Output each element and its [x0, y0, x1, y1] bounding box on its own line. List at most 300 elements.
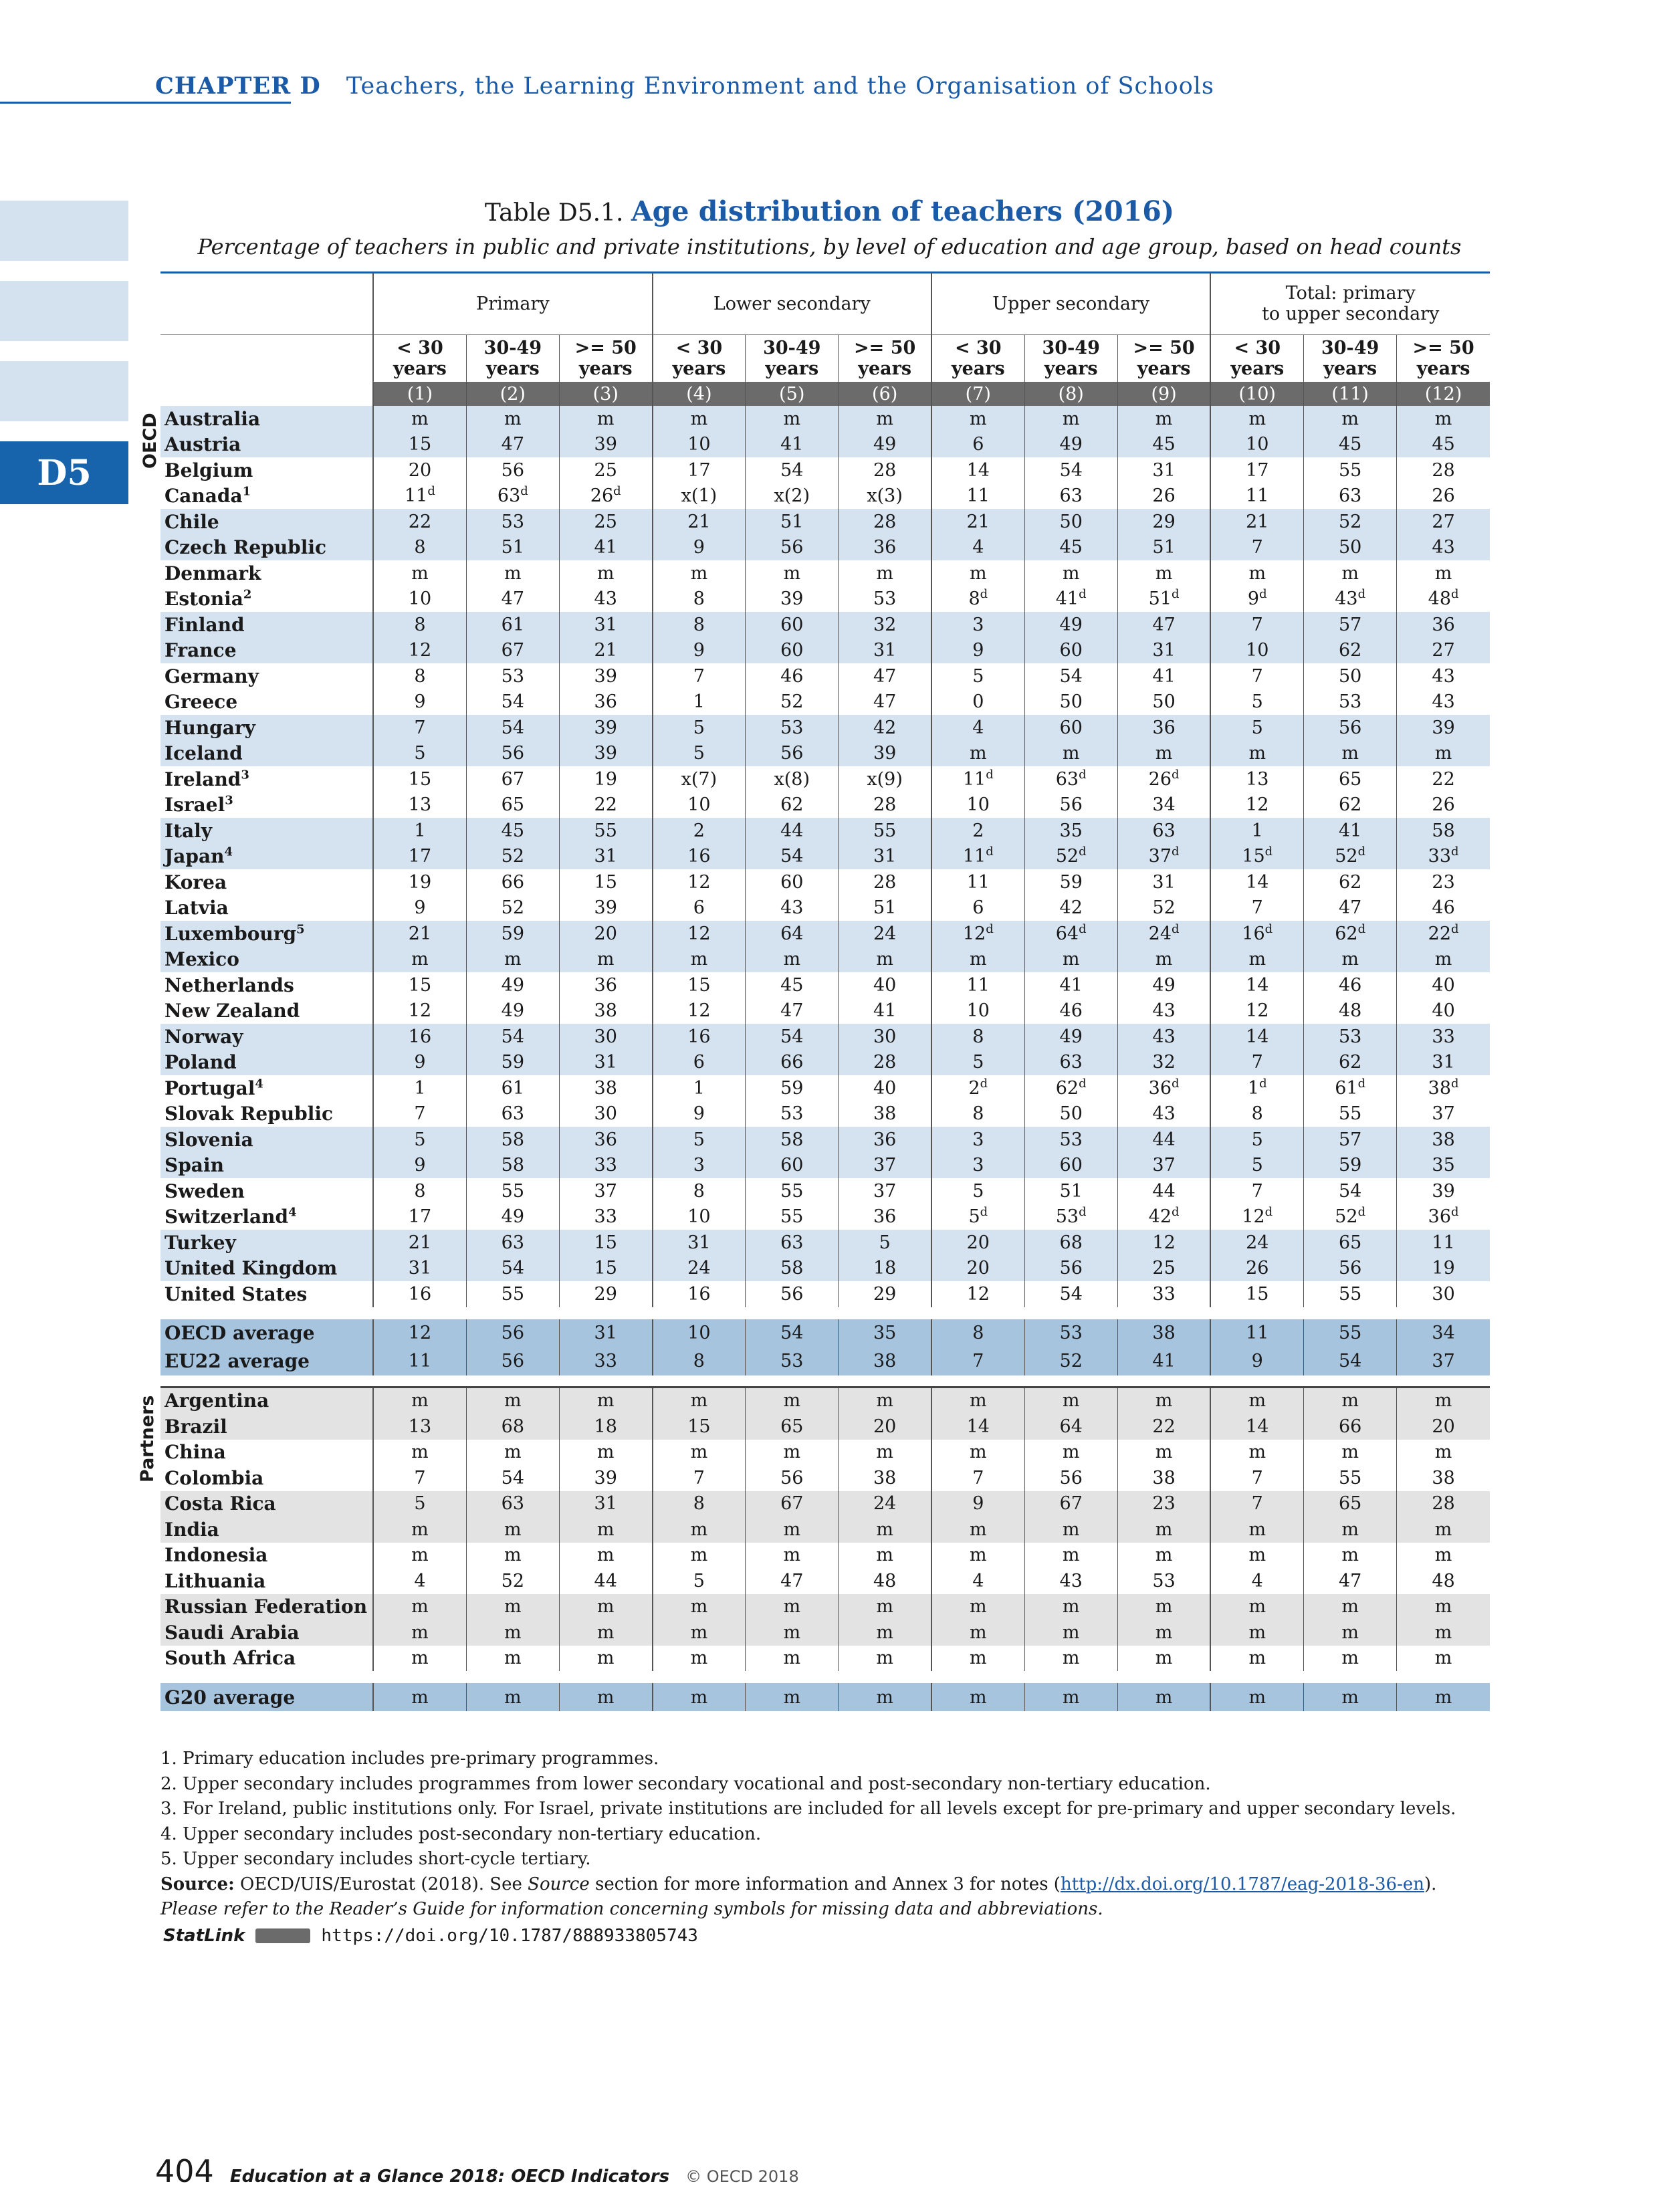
data-cell: 58: [1397, 818, 1490, 844]
data-cell: 3: [653, 1153, 746, 1179]
data-cell: 8: [931, 1101, 1024, 1127]
row-label: Russian Federation: [160, 1594, 373, 1620]
row-label: Italy: [160, 818, 373, 844]
header-age-cell: < 30 years: [1210, 335, 1303, 382]
table-row: [160, 766, 1490, 792]
data-cell: 61$^d$: [1304, 1075, 1397, 1101]
data-cell: 53: [466, 663, 559, 689]
data-cell: 55: [839, 818, 931, 844]
data-cell: 12: [1210, 998, 1303, 1024]
data-cell: 52: [1024, 1347, 1117, 1375]
row-label: Israel$^3$: [164, 793, 233, 816]
footnote-marker: d: [980, 1205, 988, 1220]
table-row: [160, 560, 1490, 586]
data-cell: 41: [1117, 663, 1210, 689]
data-cell: 40: [839, 972, 931, 998]
data-cell: 32: [839, 612, 931, 638]
data-cell: m: [1210, 1387, 1303, 1414]
data-cell: 67: [746, 1491, 839, 1517]
row-label: Hungary: [160, 715, 373, 741]
data-cell: m: [373, 1387, 466, 1414]
data-cell: m: [1397, 1543, 1490, 1569]
data-cell: 57: [1304, 612, 1397, 638]
footnote-marker: 4: [224, 845, 233, 859]
footnote-marker: d: [980, 587, 988, 602]
data-cell: 7: [1210, 1178, 1303, 1204]
data-cell: 49: [1024, 432, 1117, 458]
data-cell: 7: [373, 1465, 466, 1491]
data-cell: 50: [1024, 509, 1117, 535]
data-cell: 63: [746, 1230, 839, 1256]
data-cell: m: [1024, 947, 1117, 973]
table-subtitle: Percentage of teachers in public and private institutions, by level of education and age group, based on head counts: [197, 234, 1462, 259]
data-cell: 50: [1024, 1101, 1117, 1127]
data-cell: m: [1117, 1594, 1210, 1620]
data-cell: 64: [746, 921, 839, 947]
row-label: EU22 average: [160, 1347, 373, 1375]
data-cell: 43: [1397, 535, 1490, 561]
table-row: [160, 586, 1490, 613]
data-cell: 28: [839, 792, 931, 818]
data-cell: m: [1210, 1440, 1303, 1466]
data-cell: 41: [1024, 972, 1117, 998]
table-row: [160, 998, 1490, 1024]
data-cell: 15: [373, 766, 466, 792]
data-cell: 51: [1117, 535, 1210, 561]
table-row: [160, 1517, 1490, 1543]
data-cell: m: [931, 1440, 1024, 1466]
data-cell: 10: [1210, 432, 1303, 458]
data-cell: 54: [466, 715, 559, 741]
header-age-cell: 30-49 years: [1024, 335, 1117, 382]
data-cell: m: [1304, 1387, 1397, 1414]
data-cell: 54: [466, 1024, 559, 1050]
data-cell: 7: [373, 1101, 466, 1127]
data-cell: 8$^d$: [931, 586, 1024, 613]
data-cell: 60: [1024, 1153, 1117, 1179]
table-row: [160, 895, 1490, 921]
data-cell: m: [1024, 741, 1117, 767]
data-cell: 9: [653, 535, 746, 561]
data-cell: 43: [1117, 1101, 1210, 1127]
data-cell: 8: [373, 535, 466, 561]
data-cell: m: [1210, 1620, 1303, 1646]
data-cell: 10: [653, 792, 746, 818]
table-title: [0, 195, 1659, 227]
data-cell: m: [653, 406, 746, 432]
data-cell: 24: [1210, 1230, 1303, 1256]
data-cell: 37: [839, 1153, 931, 1179]
data-cell: 14: [931, 1414, 1024, 1440]
data-cell: 55: [466, 1178, 559, 1204]
data-cell: m: [1210, 406, 1303, 432]
data-cell: 17: [653, 457, 746, 483]
data-cell: 13: [1210, 766, 1303, 792]
data-cell: m: [1210, 1683, 1303, 1711]
data-cell: 9: [653, 638, 746, 664]
data-cell: m: [653, 1440, 746, 1466]
data-cell: 8: [653, 586, 746, 613]
data-cell: 7: [931, 1465, 1024, 1491]
header-level-row: [160, 273, 1490, 335]
data-cell: 14: [1210, 869, 1303, 895]
data-cell: 24: [839, 921, 931, 947]
data-cell: 4: [931, 1568, 1024, 1594]
data-cell: m: [1304, 1594, 1397, 1620]
data-cell: 7: [1210, 1491, 1303, 1517]
notes-section: [160, 1747, 1491, 1922]
data-cell: 9: [373, 689, 466, 715]
data-cell: 16: [653, 1024, 746, 1050]
row-label: Austria: [160, 432, 373, 458]
footnote: 5. Upper secondary includes short-cycle tertiary.: [160, 1849, 591, 1869]
data-cell: m: [653, 1646, 746, 1672]
data-cell: 36: [559, 689, 652, 715]
data-cell: 6: [931, 432, 1024, 458]
data-cell: 35: [1024, 818, 1117, 844]
data-cell: 8: [1210, 1101, 1303, 1127]
data-cell: 62: [1304, 638, 1397, 664]
data-cell: 26: [1397, 483, 1490, 510]
data-cell: 22: [373, 509, 466, 535]
data-cell: m: [1304, 947, 1397, 973]
data-cell: m: [1397, 1620, 1490, 1646]
data-cell: 47: [839, 663, 931, 689]
data-cell: 7: [1210, 895, 1303, 921]
data-cell: m: [1024, 1517, 1117, 1543]
data-cell: 24: [839, 1491, 931, 1517]
data-cell: 12$^d$: [931, 921, 1024, 947]
data-cell: 31: [1117, 638, 1210, 664]
data-cell: 44: [1117, 1127, 1210, 1153]
statlink-url[interactable]: https://doi.org/10.1787/888933805743: [321, 1926, 698, 1946]
header-level-1: Lower secondary: [653, 273, 931, 335]
data-cell: 63$^d$: [1024, 766, 1117, 792]
data-cell: 19: [373, 869, 466, 895]
header-age-cell: < 30 years: [653, 335, 746, 382]
data-cell: 9: [931, 1491, 1024, 1517]
data-cell: 43: [1117, 998, 1210, 1024]
data-cell: 33$^d$: [1397, 844, 1490, 870]
data-cell: 7: [373, 715, 466, 741]
row-label: United Kingdom: [160, 1256, 373, 1282]
table-row: [160, 792, 1490, 818]
data-cell: m: [1117, 1440, 1210, 1466]
data-cell: 36: [1117, 715, 1210, 741]
data-cell: 47: [466, 586, 559, 613]
data-cell: 22: [1397, 766, 1490, 792]
data-cell: 3: [931, 1127, 1024, 1153]
data-cell: 11: [1397, 1230, 1490, 1256]
data-cell: 44: [1117, 1178, 1210, 1204]
data-cell: 15: [653, 972, 746, 998]
data-cell: 36: [559, 972, 652, 998]
data-cell: 65: [466, 792, 559, 818]
data-cell: m: [559, 1387, 652, 1414]
data-cell: 8: [373, 612, 466, 638]
table-row: [160, 1620, 1490, 1646]
data-cell: 53: [1024, 1127, 1117, 1153]
data-cell: m: [1397, 560, 1490, 586]
data-cell: 65: [746, 1414, 839, 1440]
data-cell: 2: [653, 818, 746, 844]
table-row: [160, 457, 1490, 483]
data-cell: 31: [559, 612, 652, 638]
data-cell: 62$^d$: [1024, 1075, 1117, 1101]
data-cell: m: [373, 1543, 466, 1569]
data-cell: 33: [1397, 1024, 1490, 1050]
data-cell: m: [839, 1594, 931, 1620]
table-row: [160, 1594, 1490, 1620]
data-cell: m: [653, 1620, 746, 1646]
data-cell: m: [1304, 741, 1397, 767]
data-cell: 12: [1210, 792, 1303, 818]
data-cell: 28: [1397, 457, 1490, 483]
data-cell: 5: [1210, 1127, 1303, 1153]
data-cell: 11$^d$: [931, 766, 1024, 792]
data-cell: 60: [1024, 715, 1117, 741]
row-label: Switzerland$^4$: [164, 1205, 297, 1228]
table-row: [160, 715, 1490, 741]
data-cell: m: [1210, 1543, 1303, 1569]
data-cell: m: [653, 1683, 746, 1711]
data-cell: 31: [559, 1491, 652, 1517]
data-cell: 49: [466, 972, 559, 998]
data-cell: x(8): [746, 766, 839, 792]
data-cell: 21: [931, 509, 1024, 535]
data-cell: 17: [373, 844, 466, 870]
data-cell: 16$^d$: [1210, 921, 1303, 947]
data-cell: 31: [1397, 1050, 1490, 1076]
footnote-marker: 2: [243, 587, 252, 602]
data-cell: m: [1024, 1594, 1117, 1620]
data-cell: 34: [1117, 792, 1210, 818]
data-cell: 32: [1117, 1050, 1210, 1076]
row-label: Netherlands: [164, 974, 294, 996]
data-cell: 62$^d$: [1304, 921, 1397, 947]
data-cell: 26$^d$: [1117, 766, 1210, 792]
data-cell: 48: [1397, 1568, 1490, 1594]
header-age-cell: < 30 years: [373, 335, 466, 382]
data-cell: 38: [839, 1347, 931, 1375]
data-cell: 5: [653, 741, 746, 767]
data-cell: m: [1304, 406, 1397, 432]
data-cell: 49: [1024, 612, 1117, 638]
group-label-partners: Partners: [137, 1395, 158, 1482]
data-cell: 53: [746, 715, 839, 741]
data-cell: 56: [466, 1319, 559, 1347]
data-cell: 12: [373, 1319, 466, 1347]
data-cell: m: [1210, 1594, 1303, 1620]
footnote-marker: d: [1264, 1205, 1273, 1220]
data-cell: 10: [653, 1319, 746, 1347]
data-cell: 58: [746, 1127, 839, 1153]
data-cell: 36: [839, 1204, 931, 1230]
data-cell: 39: [1397, 1178, 1490, 1204]
header-corner: [160, 273, 373, 335]
data-cell: 7: [1210, 1050, 1303, 1076]
data-cell: m: [839, 1517, 931, 1543]
data-cell: 33: [559, 1204, 652, 1230]
data-cell: m: [746, 1683, 839, 1711]
data-cell: 8: [653, 612, 746, 638]
row-spacer: [160, 1307, 1490, 1319]
data-cell: 20: [373, 457, 466, 483]
data-cell: 49: [466, 1204, 559, 1230]
data-cell: 36: [839, 1127, 931, 1153]
data-cell: 16: [653, 1281, 746, 1307]
data-cell: m: [653, 560, 746, 586]
table-row: [160, 1230, 1490, 1256]
data-cell: m: [1397, 947, 1490, 973]
source-link[interactable]: http://dx.doi.org/10.1787/eag-2018-36-en: [1060, 1874, 1424, 1894]
data-cell: 26: [1117, 483, 1210, 510]
data-cell: m: [559, 560, 652, 586]
footnote-marker: d: [1357, 587, 1366, 602]
data-cell: m: [746, 947, 839, 973]
data-cell: 55: [1304, 1281, 1397, 1307]
data-cell: 16: [373, 1281, 466, 1307]
data-cell: 67: [466, 766, 559, 792]
data-cell: 63: [1304, 483, 1397, 510]
data-cell: 43: [1024, 1568, 1117, 1594]
table-row: [160, 818, 1490, 844]
data-cell: m: [1397, 1683, 1490, 1711]
data-cell: 39: [559, 741, 652, 767]
data-cell: 56: [1304, 715, 1397, 741]
data-cell: 55: [746, 1178, 839, 1204]
data-cell: 18: [559, 1414, 652, 1440]
data-cell: x(9): [839, 766, 931, 792]
data-cell: m: [1304, 560, 1397, 586]
data-cell: 40: [1397, 998, 1490, 1024]
spacer-cell: [160, 1671, 1490, 1683]
data-cell: m: [931, 1646, 1024, 1672]
data-cell: 39: [746, 586, 839, 613]
data-cell: 31: [559, 1050, 652, 1076]
row-label: Iceland: [160, 741, 373, 767]
table-body: [160, 406, 1490, 1711]
data-cell: m: [1210, 1646, 1303, 1672]
row-label: Brazil: [160, 1414, 373, 1440]
data-cell: m: [373, 1517, 466, 1543]
data-cell: m: [931, 1517, 1024, 1543]
data-cell: 54: [1024, 663, 1117, 689]
data-cell: m: [1024, 1683, 1117, 1711]
spacer-cell: [160, 1375, 1490, 1388]
data-cell: 50: [1117, 689, 1210, 715]
data-cell: 26$^d$: [559, 483, 652, 510]
statlink-label: StatLink: [163, 1926, 245, 1946]
data-cell: 56: [466, 457, 559, 483]
data-cell: 52$^d$: [1304, 1204, 1397, 1230]
data-cell: 30: [559, 1101, 652, 1127]
data-cell: 64: [1024, 1414, 1117, 1440]
header-age-cell: < 30 years: [931, 335, 1024, 382]
chapter-rule: [0, 102, 291, 104]
footnote-marker: d: [1172, 587, 1180, 602]
table-row: [160, 1050, 1490, 1076]
data-cell: m: [466, 1683, 559, 1711]
data-cell: 31: [839, 844, 931, 870]
data-cell: 13: [373, 1414, 466, 1440]
data-cell: 61: [466, 612, 559, 638]
data-cell: 62: [1304, 869, 1397, 895]
data-cell: 25: [559, 457, 652, 483]
data-cell: 51: [1024, 1178, 1117, 1204]
data-cell: 12: [1117, 1230, 1210, 1256]
data-cell: 54: [466, 689, 559, 715]
data-cell: 39: [559, 432, 652, 458]
data-cell: 0: [931, 689, 1024, 715]
data-cell: 5: [839, 1230, 931, 1256]
data-cell: 22: [559, 792, 652, 818]
data-cell: 51: [466, 535, 559, 561]
data-cell: 55: [466, 1281, 559, 1307]
source-italic: Source: [528, 1874, 590, 1894]
data-cell: 47: [746, 998, 839, 1024]
table-row: [160, 638, 1490, 664]
footnote-marker: d: [1451, 1076, 1459, 1091]
footnote-marker: d: [1451, 921, 1459, 936]
data-cell: 11: [1210, 483, 1303, 510]
table-row: [160, 1281, 1490, 1307]
data-cell: 1: [653, 1075, 746, 1101]
row-label: South Africa: [164, 1647, 296, 1670]
table-row: [160, 1491, 1490, 1517]
row-label: Colombia: [164, 1466, 264, 1489]
data-cell: m: [839, 1440, 931, 1466]
table-row: [160, 663, 1490, 689]
header-level-3: Total: primary to upper secondary: [1210, 273, 1490, 335]
data-cell: 53: [746, 1101, 839, 1127]
footnote-marker: d: [1357, 1076, 1366, 1091]
data-cell: 15: [653, 1414, 746, 1440]
data-cell: 38: [559, 998, 652, 1024]
data-cell: m: [373, 947, 466, 973]
table-row: [160, 1646, 1490, 1672]
data-cell: 8: [931, 1319, 1024, 1347]
data-cell: 59: [466, 1050, 559, 1076]
data-cell: 1$^d$: [1210, 1075, 1303, 1101]
source-text: OECD/UIS/Eurostat (2018). See: [234, 1874, 528, 1894]
data-cell: 59: [466, 921, 559, 947]
footnote-marker: d: [1259, 1076, 1267, 1091]
data-cell: 41: [746, 432, 839, 458]
side-tab-block: [0, 281, 128, 341]
data-cell: 24$^d$: [1117, 921, 1210, 947]
source-text: ).: [1424, 1874, 1437, 1894]
table-row: [160, 1101, 1490, 1127]
data-cell: 56: [1024, 792, 1117, 818]
data-cell: 31: [1117, 457, 1210, 483]
table-row: [160, 1568, 1490, 1594]
footnote: 2. Upper secondary includes programmes from lower secondary vocational and post-secondary non-tertiary education.: [160, 1773, 1211, 1794]
data-cell: 10: [653, 1204, 746, 1230]
data-cell: 38: [1397, 1127, 1490, 1153]
row-label: New Zealand: [164, 1000, 300, 1022]
data-cell: 39: [559, 895, 652, 921]
data-cell: 33: [1117, 1281, 1210, 1307]
row-label: Luxembourg$^5$: [160, 921, 373, 947]
data-cell: m: [1117, 1620, 1210, 1646]
data-cell: 5: [931, 1050, 1024, 1076]
data-cell: 66: [1304, 1414, 1397, 1440]
data-cell: 46: [1304, 972, 1397, 998]
data-cell: 22: [1117, 1414, 1210, 1440]
data-cell: 54: [746, 457, 839, 483]
data-cell: 53: [746, 1347, 839, 1375]
